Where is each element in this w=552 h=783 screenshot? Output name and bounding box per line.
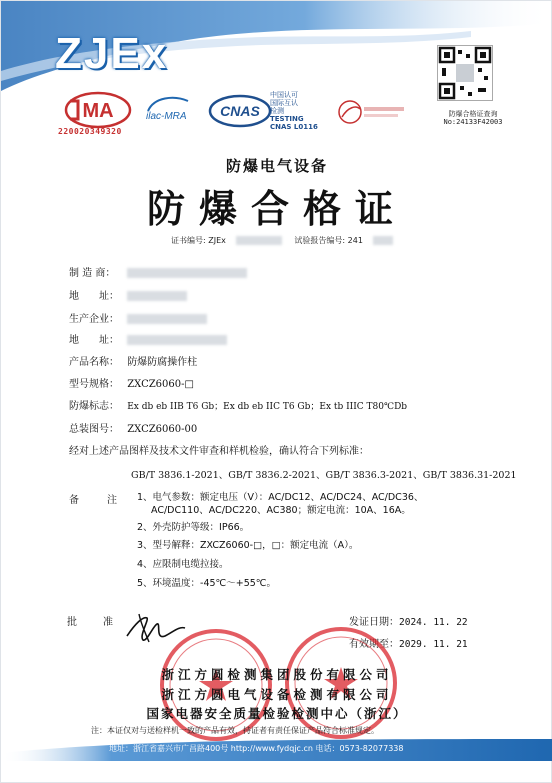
field-value: ZXCZ6060-□	[127, 379, 194, 390]
field-manufacturer	[69, 264, 247, 279]
note-item: AC/DC110、AC/DC220、AC380；额定电流：10A、16A。	[151, 505, 411, 516]
ilac-text: ilac-MRA	[146, 111, 187, 122]
zjex-logo: ZJEx	[55, 29, 169, 78]
note-item: 2、外壳防护等级：IP66。	[137, 522, 250, 533]
valid-date-value: 2029. 11. 21	[399, 639, 468, 650]
field-label: 防爆标志：	[69, 401, 119, 412]
note-item: 1、电气参数：额定电压（V）：AC/DC12、AC/DC24、AC/DC36、	[137, 492, 424, 503]
cnas-caption-line: TESTING	[270, 115, 304, 123]
cnas-caption-line: 检测	[270, 107, 284, 115]
cnas-caption-line: 国际互认	[270, 99, 298, 107]
footer-contact: 地址：浙江省嘉兴市广昌路400号 http://www.fydqjc.cn 电话：0573-82077338	[109, 744, 404, 753]
valid-date-label: 有效期至：	[349, 639, 399, 650]
qr-code	[437, 45, 493, 101]
certificate-numbers	[171, 235, 403, 246]
cma-logo	[64, 91, 132, 129]
redacted-block	[127, 335, 227, 345]
review-statement: 经对上述产品图样及技术文件审查和样机检验，确认符合下列标准：	[69, 446, 369, 457]
svg-text:MA: MA	[82, 100, 114, 122]
note-item: 4、应限制电缆拉接。	[137, 559, 229, 570]
redacted-block	[236, 236, 282, 245]
qr-number: No:24133F42003	[443, 118, 503, 126]
report-number-label: 试验报告编号: 241	[294, 236, 363, 245]
cnas-caption	[270, 91, 328, 131]
field-label: 地 址：	[69, 335, 119, 346]
field-value: ZXCZ6060-00	[127, 424, 198, 435]
standards-list: GB/T 3836.1-2021、GB/T 3836.2-2021、GB/T 3836.3-2021、GB/T 3836.31-2021	[131, 470, 517, 481]
cnas-caption-line: CNAS L0116	[270, 123, 318, 131]
notes-label: 备注	[69, 495, 145, 506]
cma-number: 220020349320	[58, 127, 122, 136]
field-label: 型号规格：	[69, 379, 119, 390]
cnas-caption-line: 中国认可	[270, 91, 298, 99]
redacted-block	[373, 236, 393, 245]
field-value: Ex db eb IIB T6 Gb；Ex db eb IIC T6 Gb；Ex tb IIIC T80℃Db	[127, 402, 408, 412]
field-production-address	[69, 331, 227, 346]
field-label: 产品名称：	[69, 357, 119, 368]
redacted-block	[127, 268, 247, 278]
ilac-mra-logo	[144, 95, 202, 125]
accreditation-logos	[58, 87, 438, 135]
field-product-name	[69, 353, 197, 368]
equipment-type: 防爆电气设备	[225, 157, 328, 175]
approval-label: 批准	[67, 617, 139, 628]
redacted-block	[127, 314, 207, 324]
field-label: 地 址：	[69, 291, 119, 302]
certificate-title: 防爆合格证	[146, 186, 407, 231]
issue-date-value: 2024. 11. 22	[399, 617, 468, 628]
note-item: 3、型号解释：ZXCZ6060-□，□：额定电流（A）。	[137, 540, 359, 551]
cnas-text: CNAS	[220, 103, 260, 119]
field-production-company	[69, 310, 207, 325]
issuing-organization: 浙江方圆电气设备检测有限公司	[161, 687, 393, 702]
field-assembly-drawing	[69, 420, 197, 435]
field-label: 生产企业：	[69, 314, 119, 325]
qr-label: 防爆合格证查询	[448, 110, 498, 118]
field-label: 制 造 商：	[69, 268, 116, 279]
issuing-organization: 国家电器安全质量检验检测中心（浙江）	[146, 706, 408, 721]
redacted-block	[127, 291, 187, 301]
field-model	[69, 375, 194, 390]
cnas-logo	[208, 93, 272, 129]
field-label: 总装图号：	[69, 424, 119, 435]
field-ex-marking	[69, 397, 407, 412]
validity-note: 注：本证仅对与送检样机一致的产品有效，持证者有责任保证产品符合标准规定。	[91, 726, 379, 735]
field-value: 防爆防腐操作柱	[127, 357, 198, 368]
issuing-organization: 浙江方圆检测集团股份有限公司	[161, 667, 393, 682]
issue-date-label: 发证日期：	[349, 617, 399, 628]
fangyuan-logo	[336, 95, 406, 129]
certificate-number-label: 证书编号: ZJEx	[171, 236, 226, 245]
note-item: 5、环境温度：-45℃～+55℃。	[137, 578, 276, 589]
field-manufacturer-address	[69, 287, 187, 302]
